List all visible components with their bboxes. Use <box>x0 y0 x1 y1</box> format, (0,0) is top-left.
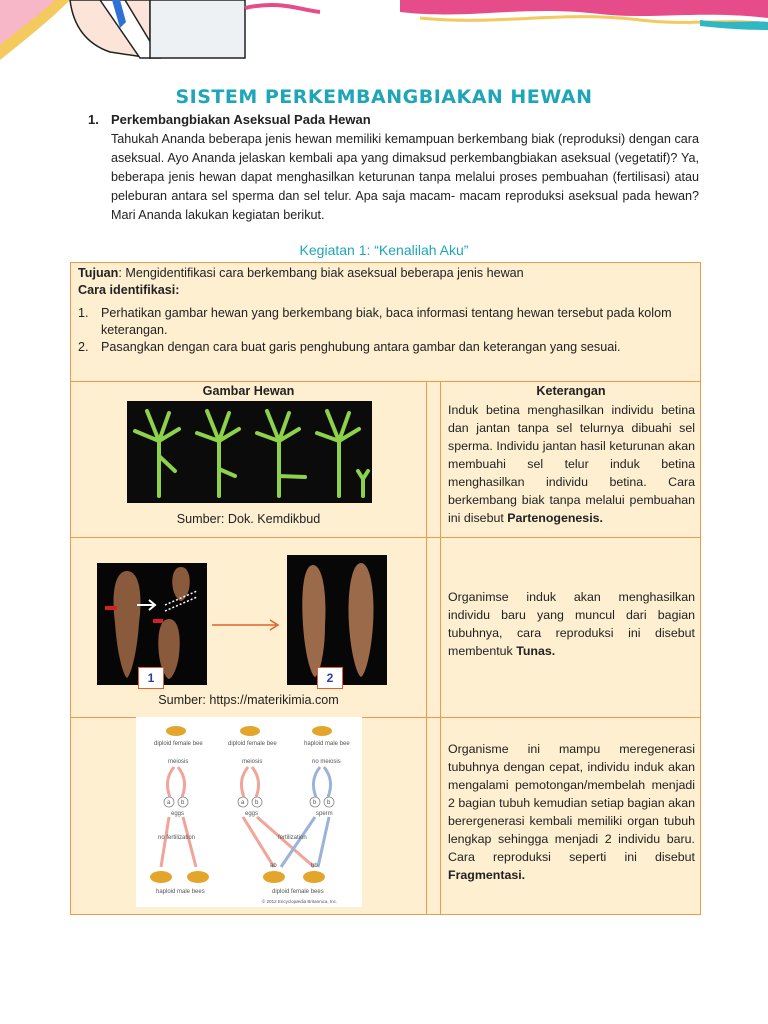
step-text: Perhatikan gambar hewan yang berkembang biak, baca informasi tentang hewan tersebut pada kolom keterangan. <box>101 306 672 337</box>
caption-hydra: Sumber: Dok. Kemdikbud <box>176 512 321 526</box>
copyright-text: © 2012 Encyclopædia Britannica, Inc. <box>262 899 338 904</box>
tujuan-label: Tujuan <box>78 266 119 280</box>
ket-text: Organisme ini mampu meregenerasi tubuhnya dengan cepat, individu induk akan mengalami pemotongan/membelah menjadi 2 bagian tubuh kemudian setiap bagian akan berergenerasi kembali memiliki organ tubuh lengkap sehingga menjadi 2 individu baru. Cara reproduksi seperti ini disebut <box>448 742 695 864</box>
activity-table <box>70 262 701 915</box>
keterangan-partenogenesis <box>448 401 695 527</box>
row-divider <box>71 537 700 538</box>
label-sperm: sperm <box>316 811 333 817</box>
instructions <box>71 263 700 382</box>
step-number: 2. <box>78 340 89 354</box>
offspring-allele: bb <box>311 863 318 869</box>
figure-label-2: 2 <box>317 667 343 689</box>
column-divider <box>426 382 427 914</box>
label-diploid-female-2: diploid female bee <box>228 741 277 747</box>
label-haploid-male: haploid male bee <box>304 741 350 747</box>
label-eggs-1: eggs <box>171 811 185 817</box>
caption-planaria: Sumber: https://materikimia.com <box>158 693 339 707</box>
intro-paragraph: Tahukah Ananda beberapa jenis hewan memiliki kemampuan berkembang biak (reproduksi) dengan cara aseksual. Ayo Ananda jelaskan kembali apa yang dimaksud perkembangbiakan aseksual (vegetatif)? Ya, beberapa jenis hewan dapat menghasilkan keturunan tanpa melalui proses pembuahan (fertilisasi) atau peleburan antara sel sperma dan sel telur. Apa saja macam- macam reproduksi aseksual pada hewan? Mari Ananda lakukan kegiatan berikut. <box>111 132 699 222</box>
label-meiosis-1: meiosis <box>168 759 189 765</box>
allele-label: b <box>255 800 259 806</box>
allele-label: b <box>313 800 317 806</box>
label-fertilization: fertilization <box>278 835 307 841</box>
column-divider <box>440 382 441 914</box>
label-diploid-female-bees: diploid female bees <box>272 889 324 895</box>
cara-label: Cara identifikasi: <box>78 283 180 297</box>
figure-label-1: 1 <box>138 667 164 689</box>
ket-text: Organimse induk akan menghasilkan individu baru yang muncul dari bagian tubuhnya, cara reproduksi ini disebut membentuk <box>448 590 695 658</box>
column-header-keterangan: Keterangan <box>536 384 606 398</box>
keterangan-fragmentasi <box>448 740 695 884</box>
label-meiosis-2: meiosis <box>242 759 263 765</box>
section-heading-text: Perkembangbiakan Aseksual Pada Hewan <box>111 112 371 127</box>
ket-term: Partenogenesis. <box>507 511 603 525</box>
allele-label: a <box>241 800 245 806</box>
section-heading <box>88 112 371 127</box>
tujuan-text: : Mengidentifikasi cara berkembang biak aseksual beberapa jenis hewan <box>118 266 524 280</box>
activity-title: Kegiatan 1: “Kenalilah Aku” <box>299 242 469 258</box>
column-header-gambar: Gambar Hewan <box>202 384 295 398</box>
label-haploid-male-bees: haploid male bees <box>156 889 205 895</box>
offspring-allele: ab <box>270 863 277 869</box>
label-no-fertilization: no fertilization <box>158 835 196 841</box>
label-diploid-female-1: diploid female bee <box>154 741 203 747</box>
section-number: 1. <box>88 112 99 127</box>
header-decoration <box>0 0 768 70</box>
label-no-meiosis: no meiosis <box>312 759 341 765</box>
allele-label: a <box>167 800 171 806</box>
step-number: 1. <box>78 306 89 320</box>
step-text: Pasangkan dengan cara buat garis penghubung antara gambar dan keterangan yang sesuai. <box>101 340 621 354</box>
ket-term: Fragmentasi. <box>448 868 526 882</box>
arrow-icon <box>212 619 282 631</box>
ket-term: Tunas. <box>516 644 556 658</box>
label-eggs-2: eggs <box>245 811 259 817</box>
allele-label: b <box>327 800 331 806</box>
allele-label: b <box>181 800 185 806</box>
page-title: SISTEM PERKEMBANGBIAKAN HEWAN <box>175 86 593 108</box>
keterangan-tunas <box>448 588 695 660</box>
bee-reproduction-diagram <box>136 717 362 907</box>
ket-text: Induk betina menghasilkan individu betina dan jantan tanpa sel telurnya dibuahi sel sperma. Individu jantan hasil keturunan akan membuahi sel telur induk betina menghasilkan individu betina. Cara berkembang biak tanpa melalui pembuahan ini disebut <box>448 403 695 525</box>
planaria-image-2 <box>287 555 387 685</box>
hydra-image <box>127 401 372 503</box>
step-item <box>78 305 693 339</box>
step-item <box>78 339 693 356</box>
